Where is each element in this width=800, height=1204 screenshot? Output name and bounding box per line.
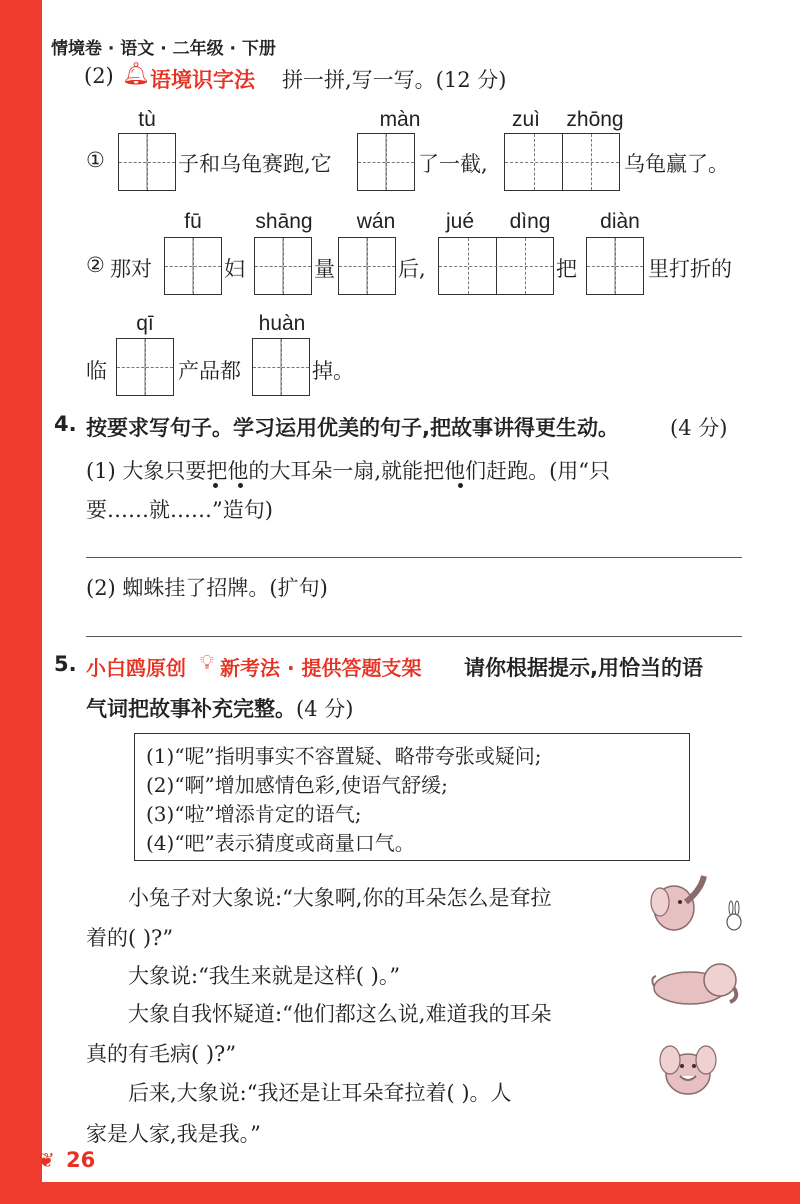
pinyin-label: tù	[138, 108, 156, 131]
pinyin-label: shāng	[255, 210, 313, 233]
emphasis-dot	[213, 483, 218, 488]
q4-sub1-line1: (1) 大象只要把他的大耳朵一扇,就能把他们赶跑。(用“只	[86, 459, 611, 483]
item-number: ①	[86, 148, 105, 172]
pinyin-label: dìng	[509, 210, 551, 233]
pinyin-label: diàn	[600, 210, 640, 233]
elephant-rabbit-illustration	[646, 872, 746, 936]
answer-line[interactable]	[86, 557, 742, 558]
pinyin-label: zhōng	[566, 108, 624, 131]
pinyin-label: huàn	[258, 312, 306, 335]
q5-points: (4 分)	[296, 697, 354, 721]
lightbulb-icon: 💡︎	[200, 650, 214, 674]
pinyin-label: qī	[136, 312, 154, 335]
char-write-box-double[interactable]	[438, 237, 554, 295]
char-write-box-double[interactable]	[504, 133, 620, 191]
char-write-box[interactable]	[254, 237, 312, 295]
q4-title: 按要求写句子。学习运用优美的句子,把故事讲得更生动。	[86, 416, 619, 440]
hint-line: (2)“啊”增加感情色彩,使语气舒缓;	[146, 773, 448, 797]
q4-sub2: (2) 蜘蛛挂了招牌。(扩句)	[86, 576, 328, 600]
sentence-text: 产品都	[178, 359, 241, 383]
q2-instruction: 拼一拼,写一写。(12 分)	[282, 68, 507, 92]
lying-elephant-illustration	[650, 958, 742, 1008]
sentence-text: 量	[314, 257, 335, 281]
sentence-text: 妇	[224, 257, 245, 281]
q2-tag: 语境识字法	[150, 68, 255, 92]
q5-tag-method: 新考法 · 提供答题支架	[220, 656, 422, 680]
leaf-left-icon: ❦	[38, 1148, 55, 1172]
pinyin-label: fū	[184, 210, 202, 233]
q5-title-line1: 请你根据提示,用恰当的语	[464, 656, 703, 680]
story-line: 真的有毛病( )?”	[86, 1042, 237, 1066]
q4-number: 4.	[54, 412, 77, 436]
page-number: 26	[66, 1148, 96, 1172]
item-number: ②	[86, 253, 105, 277]
sentence-text: 后,	[398, 257, 426, 281]
sentence-text: 把	[556, 257, 577, 281]
q4-points: (4 分)	[670, 416, 728, 440]
sentence-text: 了一截,	[418, 152, 488, 176]
page-header: 情境卷 · 语文 · 二年级 · 下册	[51, 39, 276, 59]
char-write-box[interactable]	[164, 237, 222, 295]
emphasis-dot	[238, 483, 243, 488]
hint-line: (3)“啦”增添肯定的语气;	[146, 802, 362, 826]
q5-tag-original: 小白鸥原创	[86, 656, 186, 680]
pinyin-label: wán	[356, 210, 396, 233]
happy-elephant-illustration	[656, 1034, 720, 1098]
hint-line: (4)“吧”表示猜度或商量口气。	[146, 831, 415, 855]
q5-title-line2: 气词把故事补充完整。	[86, 697, 296, 721]
char-write-box[interactable]	[338, 237, 396, 295]
story-line: 大象说:“我生来就是这样( )。”	[128, 964, 401, 988]
story-line: 小兔子对大象说:“大象啊,你的耳朵怎么是耷拉	[128, 886, 552, 910]
char-write-box[interactable]	[116, 338, 174, 396]
sentence-text: 那对	[110, 257, 152, 281]
char-write-box[interactable]	[252, 338, 310, 396]
sentence-text: 临	[86, 359, 107, 383]
char-write-box[interactable]	[357, 133, 415, 191]
pinyin-label: màn	[379, 108, 421, 131]
sentence-text: 子和乌龟赛跑,它	[178, 152, 332, 176]
sentence-text: 掉。	[312, 359, 354, 383]
q2-number: (2)	[84, 64, 114, 88]
emphasis-dot	[458, 483, 463, 488]
q4-sub1-line2: 要……就……”造句)	[86, 498, 273, 522]
answer-line[interactable]	[86, 636, 742, 637]
char-write-box[interactable]	[586, 237, 644, 295]
story-line: 后来,大象说:“我还是让耳朵耷拉着( )。人	[128, 1081, 512, 1105]
story-line: 大象自我怀疑道:“他们都这么说,难道我的耳朵	[128, 1002, 552, 1026]
q5-number: 5.	[54, 652, 77, 676]
pinyin-label: jué	[445, 210, 475, 233]
pinyin-label: zuì	[511, 108, 540, 131]
sentence-text: 里打折的	[648, 257, 732, 281]
sentence-text: 乌龟赢了。	[624, 152, 729, 176]
hint-line: (1)“呢”指明事实不容置疑、略带夸张或疑问;	[146, 744, 542, 768]
bell-icon: 🔔︎	[122, 62, 150, 87]
char-write-box[interactable]	[118, 133, 176, 191]
story-line: 家是人家,我是我。”	[86, 1122, 261, 1146]
story-line: 着的( )?”	[86, 926, 174, 950]
